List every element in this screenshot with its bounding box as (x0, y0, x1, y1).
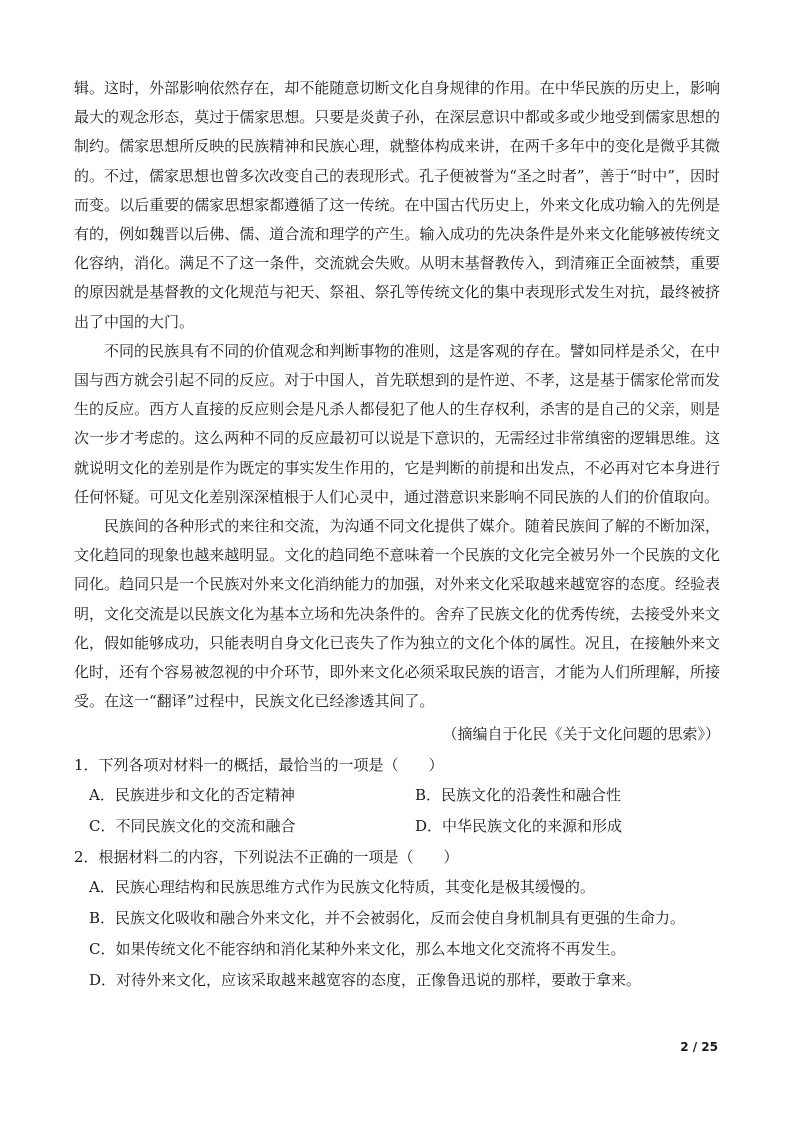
source-citation: （摘编自于化民《关于文化问题的思索》） (442, 725, 720, 744)
question-2-option-d: D．对待外来文化，应该采取越来越宽容的态度，正像鲁迅说的那样，要敢于拿来。 (89, 971, 642, 990)
question-2-option-b: B．民族文化吸收和融合外来文化，并不会被弱化，反而会使自身机制具有更强的生命力。 (89, 909, 686, 928)
question-1-option-d: D．中华民族文化的来源和形成 (415, 816, 623, 835)
question-1-options (74, 780, 720, 842)
question-1-option-a: A．民族进步和文化的否定精神 (89, 785, 295, 804)
paragraph: 不同的民族具有不同的价值观念和判断事物的准则，这是客观的存在。譬如同样是杀父，在中国与西方就会引起不同的反应。对于中国人，首先联想到的是忤逆、不孝，这是基于儒家伦常而发生的反应。西方人直接的反应则会是凡杀人都侵犯了他人的生存权利，杀害的是自己的父亲，则是次一步才考虑的。这么两种不同的反应最初可以说是下意识的，无需经过非常缜密的逻辑思维。这就说明文化的差别是作为既定的事实发生作用的，它是判断的前提和出发点，不必再对它本身进行任何怀疑。可见文化差别深深植根于人们心灵中，通过潜意识来影响不同民族的人们的价值取向。 (74, 341, 720, 506)
question-1-option-c: C．不同民族文化的交流和融合 (89, 816, 296, 835)
paragraph: 民族间的各种形式的来往和交流，为沟通不同文化提供了媒介。随着民族间了解的不断加深，文化趋同的现象也越来越明显。文化的趋同绝不意味着一个民族的文化完全被另外一个民族的文化同化。趋同只是一个民族对外来文化消纳能力的加强，对外来文化采取越来越宽容的态度。经验表明，文化交流是以民族文化为基本立场和先决条件的。舍弃了民族文化的优秀传统，去接受外来文化，假如能够成功，只能表明自身文化已丧失了作为独立的文化个体的属性。况且，在接触外来文化时，还有个容易被忽视的中介环节，即外来文化必须采取民族的语言，才能为人们所理解，所接受。在这一“翻译”过程中，民族文化已经渗透其间了。 (74, 517, 720, 711)
question-2-stem: 2．根据材料二的内容，下列说法不正确的一项是（ ） (74, 847, 459, 866)
paragraph-continued: 辑。这时，外部影响依然存在，却不能随意切断文化自身规律的作用。在中华民族的历史上，影响最大的观念形态，莫过于儒家思想。只要是炎黄子孙，在深层意识中都或多或少地受到儒家思想的制约。儒家思想所反映的民族精神和民族心理，就整体构成来讲，在两千多年中的变化是微乎其微的。不过，儒家思想也曾多次改变自己的表现形式。孔子便被誉为“圣之时者”，善于“时中”，因时而变。以后重要的儒家思想家都遵循了这一传统。在中国古代历史上，外来文化成功输入的先例是有的，例如魏晋以后佛、儒、道合流和理学的产生。输入成功的先决条件是外来文化能够被传统文化容纳，消化。满足不了这一条件，交流就会失败。从明末基督教传入，到清雍正全面被禁，重要的原因就是基督教的文化规范与祀天、祭祖、祭孔等传统文化的集中表现形式发生对抗，最终被挤出了中国的大门。 (74, 79, 720, 331)
page-content (74, 74, 720, 996)
question-1-option-b: B．民族文化的沿袭性和融合性 (415, 785, 622, 804)
page-number: 2 / 25 (680, 1040, 718, 1054)
question-1-stem: 1．下列各项对材料一的概括，最恰当的一项是（ ） (74, 755, 444, 774)
question-2-option-a: A．民族心理结构和民族思维方式作为民族文化特质，其变化是极其缓慢的。 (89, 878, 595, 897)
question-2-option-c: C．如果传统文化不能容纳和消化某种外来文化，那么本地文化交流将不再发生。 (89, 940, 626, 959)
